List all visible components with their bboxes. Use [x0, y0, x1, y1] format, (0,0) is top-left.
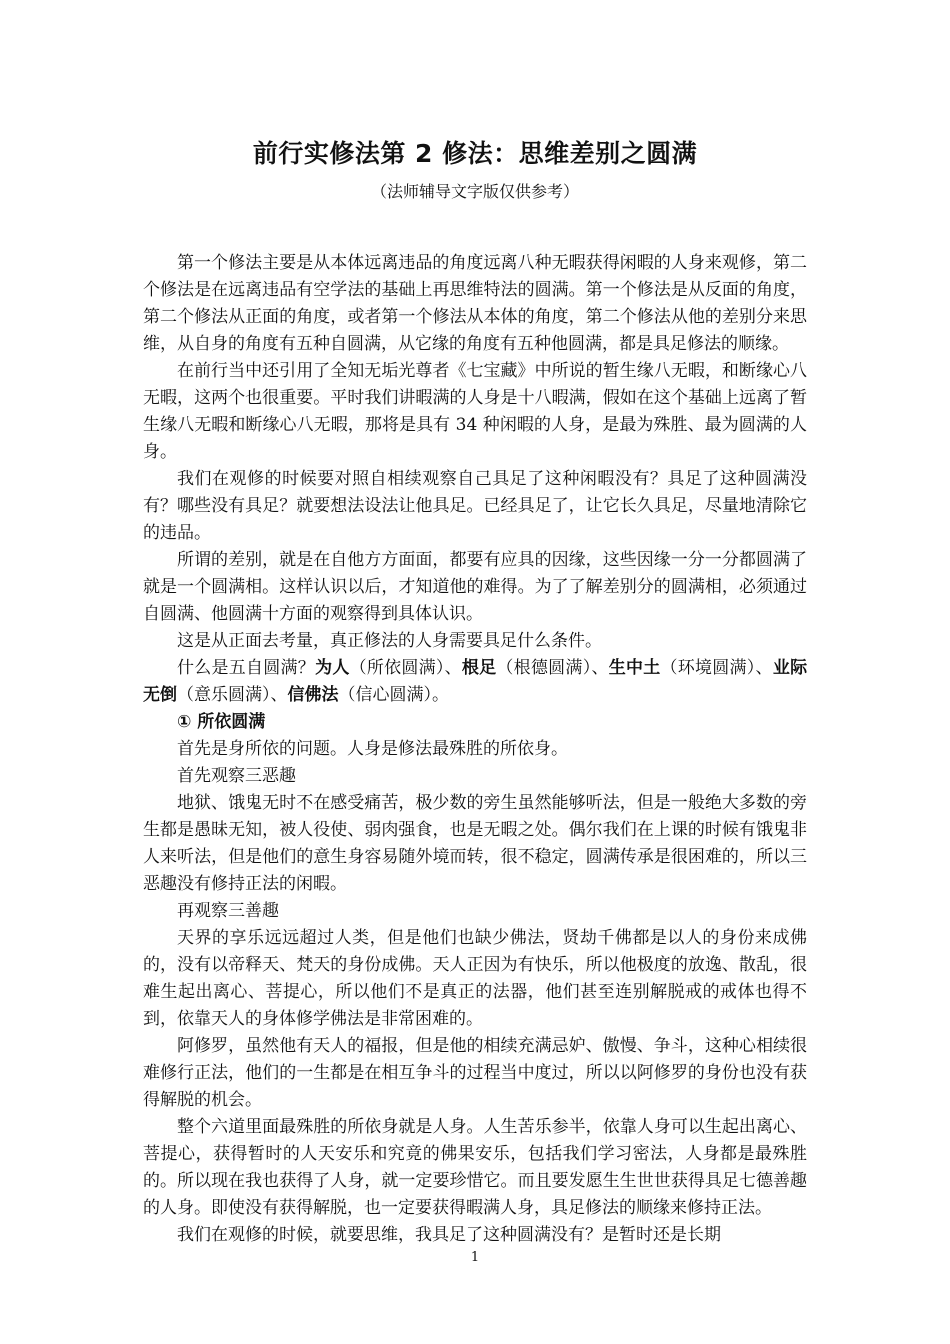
- text-run: （意乐圆满）、: [177, 685, 288, 705]
- paragraph-8: 首先观察三恶趣: [177, 766, 296, 786]
- text-run: （信心圆满）。: [338, 685, 449, 705]
- bold-term-faith: 信佛法: [287, 685, 339, 705]
- bold-term-human: 为人: [315, 658, 350, 678]
- paragraph-9: 地狱、饿鬼无时不在感受痛苦，极少数的旁生虽然能够听法，但是一般绝大多数的旁生都是愚昧无知，被人役使、弱肉强食，也是无暇之处。偶尔我们在上课的时候有饿鬼非人来听法，但是他们的意生身容易随外境而转，很不稳定，圆满传承是很困难的，所以三恶趣没有修持正法的闲暇。: [143, 793, 807, 894]
- paragraph-13: 整个六道里面最殊胜的所依身就是人身。人生苦乐参半，依靠人身可以生起出离心、菩提心，获得暂时的人天安乐和究竟的佛果安乐，包括我们学习密法，人身都是最殊胜的。所以现在我也获得了人身，就一定要珍惜它。而且要发愿生生世世获得具足七德善趣的人身。即使没有获得解脱，也一定要获得暇满人身，具足修法的顺缘来修持正法。: [143, 1117, 807, 1218]
- paragraph-2: 在前行当中还引用了全知无垢光尊者《七宝藏》中所说的暂生缘八无暇，和断缘心八无暇，这两个也很重要。平时我们讲暇满的人身是十八暇满，假如在这个基础上远离了暂生缘八无暇和断缘心八无暇，那将是具有 34 种闲暇的人身，是最为殊胜、最为圆满的人身。: [143, 361, 807, 462]
- bold-term-livelihood: 业际无倒: [143, 658, 808, 705]
- document-subtitle: （法师辅导文字版仅供参考）: [370, 182, 579, 201]
- paragraph-10: 再观察三善趣: [177, 901, 279, 921]
- paragraph-five-self-perfections: [143, 655, 807, 709]
- paragraph-11: 天界的享乐远远超过人类，但是他们也缺少佛法，贤劫千佛都是以人的身份来成佛的，没有以帝释天、梵天的身份成佛。天人正因为有快乐，所以他极度的放逸、散乱，很难生起出离心、菩提心，所以他们不是真正的法器，他们甚至连别解脱戒的戒体也得不到，依靠天人的身体修学佛法是非常困难的。: [143, 928, 807, 1029]
- bold-term-faculties: 根足: [461, 658, 497, 678]
- paragraph-1: 第一个修法主要是从本体远离违品的角度远离八种无暇获得闲暇的人身来观修，第二个修法是在远离违品有空学法的基础上再思维特法的圆满。第一个修法是从反面的角度，第二个修法从正面的角度，或者第一个修法从本体的角度，第二个修法从他的差别分来思维，从自身的角度有五种自圆满，从它缘的角度有五种他圆满，都是具足修法的顺缘。: [143, 253, 807, 354]
- text-run: 什么是五自圆满？: [177, 658, 316, 678]
- document-body: [143, 250, 807, 1249]
- text-run: （根德圆满）、: [496, 658, 609, 678]
- paragraph-7: 首先是身所依的问题。人身是修法最殊胜的所依身。: [177, 739, 568, 759]
- paragraph-4: 所谓的差别，就是在自他方方面面，都要有应具的因缘，这些因缘一分一分都圆满了就是一个圆满相。这样认识以后，才知道他的难得。为了了解差别分的圆满相，必须通过自圆满、他圆满十方面的观察得到具体认识。: [143, 550, 807, 624]
- document-title: 前行实修法第 2 修法：思维差别之圆满: [252, 139, 698, 168]
- paragraph-5: 这是从正面去考量，真正修法的人身需要具足什么条件。: [177, 631, 602, 651]
- bold-term-central-land: 生中土: [608, 658, 661, 678]
- section-heading: ① 所依圆满: [177, 712, 266, 732]
- text-run: （所依圆满）、: [349, 658, 462, 678]
- page-number: 1: [470, 1250, 480, 1265]
- paragraph-3: 我们在观修的时候要对照自相续观察自己具足了这种闲暇没有？具足了这种圆满没有？哪些没有具足？就要想法设法让他具足。已经具足了，让它长久具足，尽量地清除它的违品。: [143, 469, 807, 543]
- paragraph-12: 阿修罗，虽然他有天人的福报，但是他的相续充满忌妒、傲慢、争斗，这种心相续很难修行正法，他们的一生都是在相互争斗的过程当中度过，所以以阿修罗的身份也没有获得解脱的机会。: [143, 1036, 807, 1110]
- paragraph-14: 我们在观修的时候，就要思维，我具足了这种圆满没有？是暂时还是长期: [177, 1225, 721, 1245]
- text-run: （环境圆满）、: [660, 658, 773, 678]
